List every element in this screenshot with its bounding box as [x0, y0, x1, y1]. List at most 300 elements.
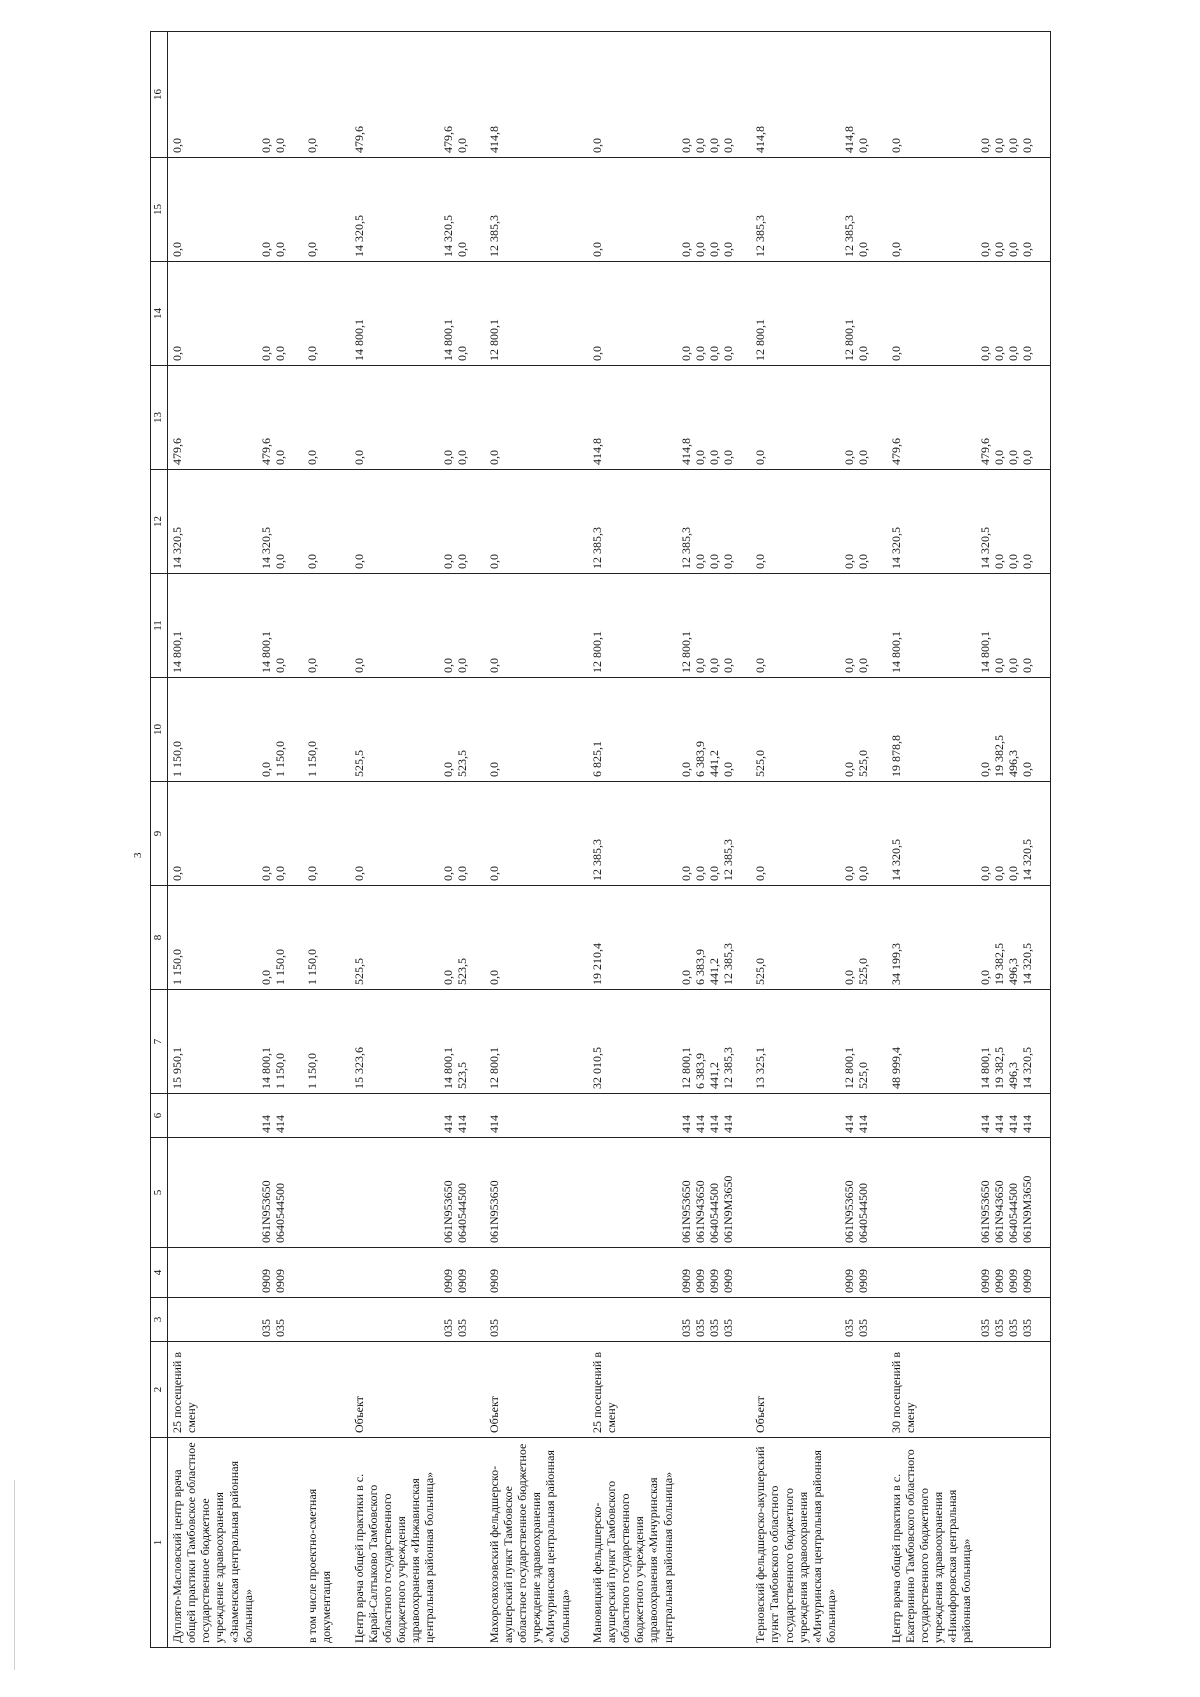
spacer-cell	[826, 1248, 840, 1298]
c-section	[257, 1248, 289, 1298]
line-value: 0,0	[678, 346, 693, 361]
spacer-cell	[243, 1094, 257, 1138]
line-value: 12 385,3	[721, 839, 736, 881]
line-value: 14 800,1	[977, 631, 992, 673]
c-section	[439, 1248, 471, 1298]
object-name-empty	[439, 1438, 471, 1648]
line-value: 6 383,9	[692, 1053, 707, 1089]
c-total-2025	[976, 574, 1037, 678]
line-value: 0,0	[991, 242, 1006, 257]
spacer-cell	[574, 678, 588, 782]
spacer-cell	[289, 678, 303, 782]
spacer-cell	[289, 1438, 303, 1648]
c-fed-2025: 12 385,3	[588, 470, 663, 574]
c-reg-2025	[439, 366, 471, 470]
column-number: 1	[151, 1438, 168, 1648]
line-value: 414	[856, 1115, 871, 1133]
c-total-2025: 0,0	[350, 574, 425, 678]
c-grbs	[840, 1298, 872, 1342]
line-value: 0,0	[721, 762, 736, 777]
c-reg-2025: 0,0	[485, 366, 574, 470]
table-row	[350, 32, 425, 1648]
c-total-2025: 0,0	[303, 574, 335, 678]
spacer-cell	[336, 1438, 350, 1648]
line-value: 0,0	[707, 658, 721, 673]
capacity-empty	[840, 1342, 872, 1438]
spacer-cell	[471, 1138, 485, 1248]
line-value: 0909	[977, 1269, 992, 1293]
spacer-cell	[574, 1342, 588, 1438]
line-value: 061N953650	[977, 1180, 992, 1243]
spacer-cell	[336, 1342, 350, 1438]
c-fed-2026	[976, 158, 1037, 262]
c-total-2026	[439, 262, 471, 366]
spacer-cell	[873, 886, 887, 990]
line-value: 0,0	[1005, 346, 1020, 361]
spacer-cell	[425, 678, 439, 782]
line-value: 0,0	[692, 346, 707, 361]
line-value: 0,0	[692, 658, 707, 673]
line-value: 0,0	[977, 242, 992, 257]
line-value: 1 150,0	[273, 741, 288, 777]
spacer-cell	[336, 470, 350, 574]
spacer-cell	[471, 678, 485, 782]
spacer-cell	[1036, 782, 1051, 886]
spacer-cell	[962, 678, 976, 782]
line-value: 0,0	[454, 658, 469, 673]
spacer-cell	[826, 366, 840, 470]
c-fed-2026: 12 385,3	[751, 158, 826, 262]
spacer-cell	[336, 32, 350, 158]
spacer-cell	[574, 262, 588, 366]
object-name-empty	[976, 1438, 1037, 1648]
line-value: 061N943650	[991, 1180, 1006, 1243]
line-value: 414	[991, 1115, 1006, 1133]
spacer-cell	[243, 32, 257, 158]
line-value: 0,0	[440, 866, 455, 881]
spacer-cell	[873, 158, 887, 262]
line-value: 0,0	[258, 242, 273, 257]
spacer-cell	[663, 1248, 677, 1298]
line-value: 0,0	[258, 866, 273, 881]
spacer-cell	[425, 990, 439, 1094]
spacer-cell	[962, 574, 976, 678]
line-value: 441,2	[707, 1062, 721, 1089]
c-total-2025	[840, 574, 872, 678]
c-reg-2024: 1 150,0	[168, 678, 243, 782]
column-number: 10	[151, 678, 168, 782]
spacer-cell	[471, 158, 485, 262]
c-fed-2026: 12 385,3	[485, 158, 574, 262]
c-total-2026	[840, 262, 872, 366]
line-value: 0,0	[454, 346, 469, 361]
c-reg-2026	[439, 32, 471, 158]
column-number: 5	[151, 1138, 168, 1248]
c-reg-2026: 414,8	[485, 32, 574, 158]
c-vr	[751, 1094, 826, 1138]
c-reg-2024: 525,5	[350, 678, 425, 782]
line-value: 12 385,3	[721, 1047, 736, 1089]
line-value: 0,0	[273, 866, 288, 881]
line-value: 0,0	[692, 138, 707, 153]
c-vr	[840, 1094, 872, 1138]
spacer-cell	[737, 574, 751, 678]
rotated-table-page	[132, 32, 1150, 1648]
object-name-empty	[677, 1438, 738, 1648]
c-target	[439, 1138, 471, 1248]
spacer-cell	[425, 262, 439, 366]
object-name-empty	[257, 1438, 289, 1648]
c-fed-2024	[257, 782, 289, 886]
line-value: 525,0	[856, 1062, 871, 1089]
spacer-cell	[574, 782, 588, 886]
c-total	[840, 990, 872, 1094]
spacer-cell	[471, 32, 485, 158]
spacer-cell	[289, 990, 303, 1094]
c-total	[257, 990, 289, 1094]
c-total-2025	[257, 574, 289, 678]
line-value: 0,0	[991, 138, 1006, 153]
c-fed-2025: 14 320,5	[168, 470, 243, 574]
line-value: 0,0	[842, 658, 857, 673]
line-value: 414	[258, 1115, 273, 1133]
line-value: 14 320,5	[977, 527, 992, 569]
line-value: 0,0	[1019, 554, 1034, 569]
line-value: 414	[692, 1115, 707, 1133]
line-value: 0,0	[692, 242, 707, 257]
spacer-cell	[962, 1094, 976, 1138]
table-row	[887, 32, 962, 1648]
c-vr	[303, 1094, 335, 1138]
line-value: 035	[991, 1319, 1006, 1337]
c-fed-2025: 0,0	[485, 470, 574, 574]
c-fed-2025	[976, 470, 1037, 574]
c-fed-2026	[257, 158, 289, 262]
c-total-2024: 1 150,0	[303, 886, 335, 990]
c-reg-2025: 414,8	[588, 366, 663, 470]
c-target	[751, 1138, 826, 1248]
line-value: 0,0	[454, 554, 469, 569]
line-value: 0,0	[440, 970, 455, 985]
spacer-cell	[663, 1138, 677, 1248]
c-fed-2026	[677, 158, 738, 262]
c-total-2026: 0,0	[887, 262, 962, 366]
line-value: 0,0	[991, 450, 1006, 465]
line-value: 1 150,0	[273, 949, 288, 985]
line-value: 0909	[842, 1269, 857, 1293]
spacer-cell	[873, 1138, 887, 1248]
spacer-cell	[826, 470, 840, 574]
spacer-cell	[471, 990, 485, 1094]
c-vr	[257, 1094, 289, 1138]
detail-row	[677, 32, 738, 1648]
line-value: 061N943650	[692, 1180, 707, 1243]
line-value: 0,0	[991, 866, 1006, 881]
spacer-cell	[289, 1298, 303, 1342]
spacer-cell	[962, 1342, 976, 1438]
line-value: 0,0	[440, 554, 455, 569]
line-value: 0,0	[721, 554, 736, 569]
line-value: 0909	[1005, 1269, 1020, 1293]
spacer-cell	[574, 574, 588, 678]
c-target	[840, 1138, 872, 1248]
c-vr	[588, 1094, 663, 1138]
capacity-empty	[976, 1342, 1037, 1438]
c-reg-2024: 0,0	[485, 678, 574, 782]
spacer-cell	[425, 782, 439, 886]
c-target	[257, 1138, 289, 1248]
page-number: 3	[132, 852, 144, 858]
spacer-cell	[289, 1094, 303, 1138]
spacer-cell	[574, 1094, 588, 1138]
line-value: 0,0	[856, 658, 871, 673]
spacer-cell	[962, 262, 976, 366]
line-value: 0,0	[454, 138, 469, 153]
column-number: 14	[151, 262, 168, 366]
c-total-2024: 1 150,0	[168, 886, 243, 990]
c-reg-2025: 479,6	[168, 366, 243, 470]
c-fed-2024: 0,0	[751, 782, 826, 886]
line-value: 0640544500	[1005, 1183, 1020, 1243]
spacer-cell	[962, 990, 976, 1094]
c-fed-2026: 0,0	[303, 158, 335, 262]
spacer-row	[243, 32, 257, 1648]
spacer-cell	[425, 1342, 439, 1438]
line-value: 0,0	[1005, 866, 1020, 881]
line-value: 0,0	[440, 450, 455, 465]
line-value: 0,0	[842, 866, 857, 881]
spacer-cell	[243, 678, 257, 782]
spacer-cell	[737, 886, 751, 990]
spacer-cell	[1036, 1342, 1051, 1438]
spacer-cell	[663, 366, 677, 470]
capacity-empty	[257, 1342, 289, 1438]
line-value: 479,6	[258, 438, 273, 465]
spacer-cell	[962, 1138, 976, 1248]
line-value: 0,0	[1019, 346, 1034, 361]
c-reg-2026	[257, 32, 289, 158]
spacer-cell	[289, 1342, 303, 1438]
line-value: 035	[692, 1319, 707, 1337]
spacer-cell	[243, 782, 257, 886]
spacer-cell	[663, 32, 677, 158]
line-value: 0909	[678, 1269, 693, 1293]
spacer-cell	[1036, 262, 1051, 366]
spacer-cell	[574, 1438, 588, 1648]
spacer-cell	[737, 1298, 751, 1342]
line-value: 0,0	[721, 138, 736, 153]
c-fed-2025	[257, 470, 289, 574]
line-value: 14 320,5	[1019, 839, 1034, 881]
spacer-cell	[289, 262, 303, 366]
line-value: 0,0	[1005, 554, 1020, 569]
spacer-cell	[663, 574, 677, 678]
c-section	[350, 1248, 425, 1298]
spacer-cell	[289, 470, 303, 574]
column-number: 16	[151, 32, 168, 158]
c-fed-2024: 0,0	[303, 782, 335, 886]
line-value: 0,0	[707, 866, 721, 881]
line-value: 0,0	[856, 866, 871, 881]
c-fed-2026: 0,0	[887, 158, 962, 262]
c-total-2025	[677, 574, 738, 678]
c-vr	[439, 1094, 471, 1138]
line-value: 035	[440, 1319, 455, 1337]
spacer-cell	[425, 366, 439, 470]
column-number: 3	[151, 1298, 168, 1342]
c-total-2026: 14 800,1	[350, 262, 425, 366]
line-value: 6 383,9	[692, 741, 707, 777]
spacer-cell	[336, 1094, 350, 1138]
spacer-cell	[1036, 574, 1051, 678]
spacer-row	[336, 32, 350, 1648]
c-total: 13 325,1	[751, 990, 826, 1094]
spacer-cell	[826, 678, 840, 782]
line-value: 0,0	[273, 658, 288, 673]
spacer-cell	[336, 366, 350, 470]
c-fed-2025: 0,0	[350, 470, 425, 574]
line-value: 414	[1019, 1115, 1034, 1133]
line-value: 0,0	[454, 866, 469, 881]
line-value: 496,3	[1005, 958, 1020, 985]
c-reg-2026: 0,0	[887, 32, 962, 158]
c-total: 1 150,0	[303, 990, 335, 1094]
sub-name: в том числе проектно-сметная документация	[303, 1438, 335, 1648]
line-value: 0,0	[678, 866, 693, 881]
line-value: 523,5	[454, 958, 469, 985]
c-total-2024: 525,0	[751, 886, 826, 990]
line-value: 0,0	[454, 242, 469, 257]
c-reg-2024	[976, 678, 1037, 782]
line-value: 035	[678, 1319, 693, 1337]
c-target	[677, 1138, 738, 1248]
object-name-empty	[840, 1438, 872, 1648]
object-name: Махорсовхозовский фельдшерско-акушерский пункт Тамбовское областное государственное бюджетное учреждение здравоохранения «Мичуринская центральная районная больница»	[485, 1438, 574, 1648]
spacer-row	[826, 32, 840, 1648]
column-number: 15	[151, 158, 168, 262]
c-reg-2026	[677, 32, 738, 158]
c-reg-2026	[840, 32, 872, 158]
c-reg-2026: 0,0	[168, 32, 243, 158]
line-value: 0640544500	[707, 1183, 721, 1243]
line-value: 061N9M3650	[721, 1175, 736, 1243]
spacer-cell	[826, 574, 840, 678]
spacer-cell	[1036, 1438, 1051, 1648]
detail-row	[976, 32, 1037, 1648]
spacer-row	[873, 32, 887, 1648]
line-value: 479,6	[440, 126, 455, 153]
detail-row	[439, 32, 471, 1648]
line-value: 0,0	[977, 866, 992, 881]
c-section	[303, 1248, 335, 1298]
line-value: 0,0	[707, 450, 721, 465]
line-value: 523,5	[454, 1062, 469, 1089]
c-total: 15 950,1	[168, 990, 243, 1094]
c-grbs: 035	[485, 1298, 574, 1342]
c-section	[751, 1248, 826, 1298]
spacer-cell	[243, 990, 257, 1094]
spacer-cell	[826, 782, 840, 886]
line-value: 0,0	[977, 970, 992, 985]
spacer-cell	[574, 158, 588, 262]
spacer-cell	[1036, 1298, 1051, 1342]
line-value: 0,0	[1019, 242, 1034, 257]
line-value: 414	[454, 1115, 469, 1133]
c-fed-2024	[677, 782, 738, 886]
line-value: 0,0	[1005, 450, 1020, 465]
spacer-cell	[873, 1342, 887, 1438]
spacer-cell	[737, 1438, 751, 1648]
line-value: 0909	[707, 1269, 721, 1293]
spacer-cell	[289, 1138, 303, 1248]
table-body	[168, 32, 1051, 1648]
c-reg-2026: 414,8	[751, 32, 826, 158]
spacer-cell	[1036, 886, 1051, 990]
c-total-2024	[257, 886, 289, 990]
c-total-2024	[439, 886, 471, 990]
spacer-cell	[663, 782, 677, 886]
c-section	[887, 1248, 962, 1298]
line-value: 035	[977, 1319, 992, 1337]
line-value: 525,0	[856, 750, 871, 777]
c-fed-2025: 0,0	[303, 470, 335, 574]
spacer-cell	[663, 1342, 677, 1438]
c-vr: 414	[485, 1094, 574, 1138]
line-value: 0,0	[842, 970, 857, 985]
line-value: 496,3	[1005, 750, 1020, 777]
spacer-cell	[425, 574, 439, 678]
spacer-row	[471, 32, 485, 1648]
spacer-cell	[574, 32, 588, 158]
line-value: 14 800,1	[440, 319, 455, 361]
c-total-2024	[840, 886, 872, 990]
line-value: 0,0	[707, 242, 721, 257]
spacer-cell	[243, 1342, 257, 1438]
capacity: Объект	[485, 1342, 574, 1438]
spacer-cell	[471, 1342, 485, 1438]
line-value: 414,8	[678, 438, 693, 465]
line-value: 0,0	[273, 554, 288, 569]
c-reg-2025: 0,0	[303, 366, 335, 470]
spacer-cell	[425, 1248, 439, 1298]
line-value: 035	[1005, 1319, 1020, 1337]
line-value: 0,0	[678, 242, 693, 257]
c-target	[976, 1138, 1037, 1248]
c-total-2024: 19 210,4	[588, 886, 663, 990]
spacer-cell	[336, 158, 350, 262]
c-fed-2025: 0,0	[751, 470, 826, 574]
table-row	[485, 32, 574, 1648]
spacer-cell	[336, 1298, 350, 1342]
line-value: 0640544500	[454, 1183, 469, 1243]
line-value: 414	[440, 1115, 455, 1133]
spacer-cell	[336, 782, 350, 886]
c-fed-2024: 0,0	[350, 782, 425, 886]
c-fed-2025	[439, 470, 471, 574]
line-value: 414	[1005, 1115, 1020, 1133]
line-value: 441,2	[707, 958, 721, 985]
line-value: 0,0	[692, 866, 707, 881]
c-grbs	[350, 1298, 425, 1342]
c-total: 48 999,4	[887, 990, 962, 1094]
line-value: 0,0	[977, 346, 992, 361]
spacer-cell	[471, 886, 485, 990]
line-value: 0,0	[991, 346, 1006, 361]
c-grbs	[303, 1298, 335, 1342]
spacer-cell	[737, 782, 751, 886]
c-total: 32 010,5	[588, 990, 663, 1094]
line-value: 414	[707, 1115, 721, 1133]
